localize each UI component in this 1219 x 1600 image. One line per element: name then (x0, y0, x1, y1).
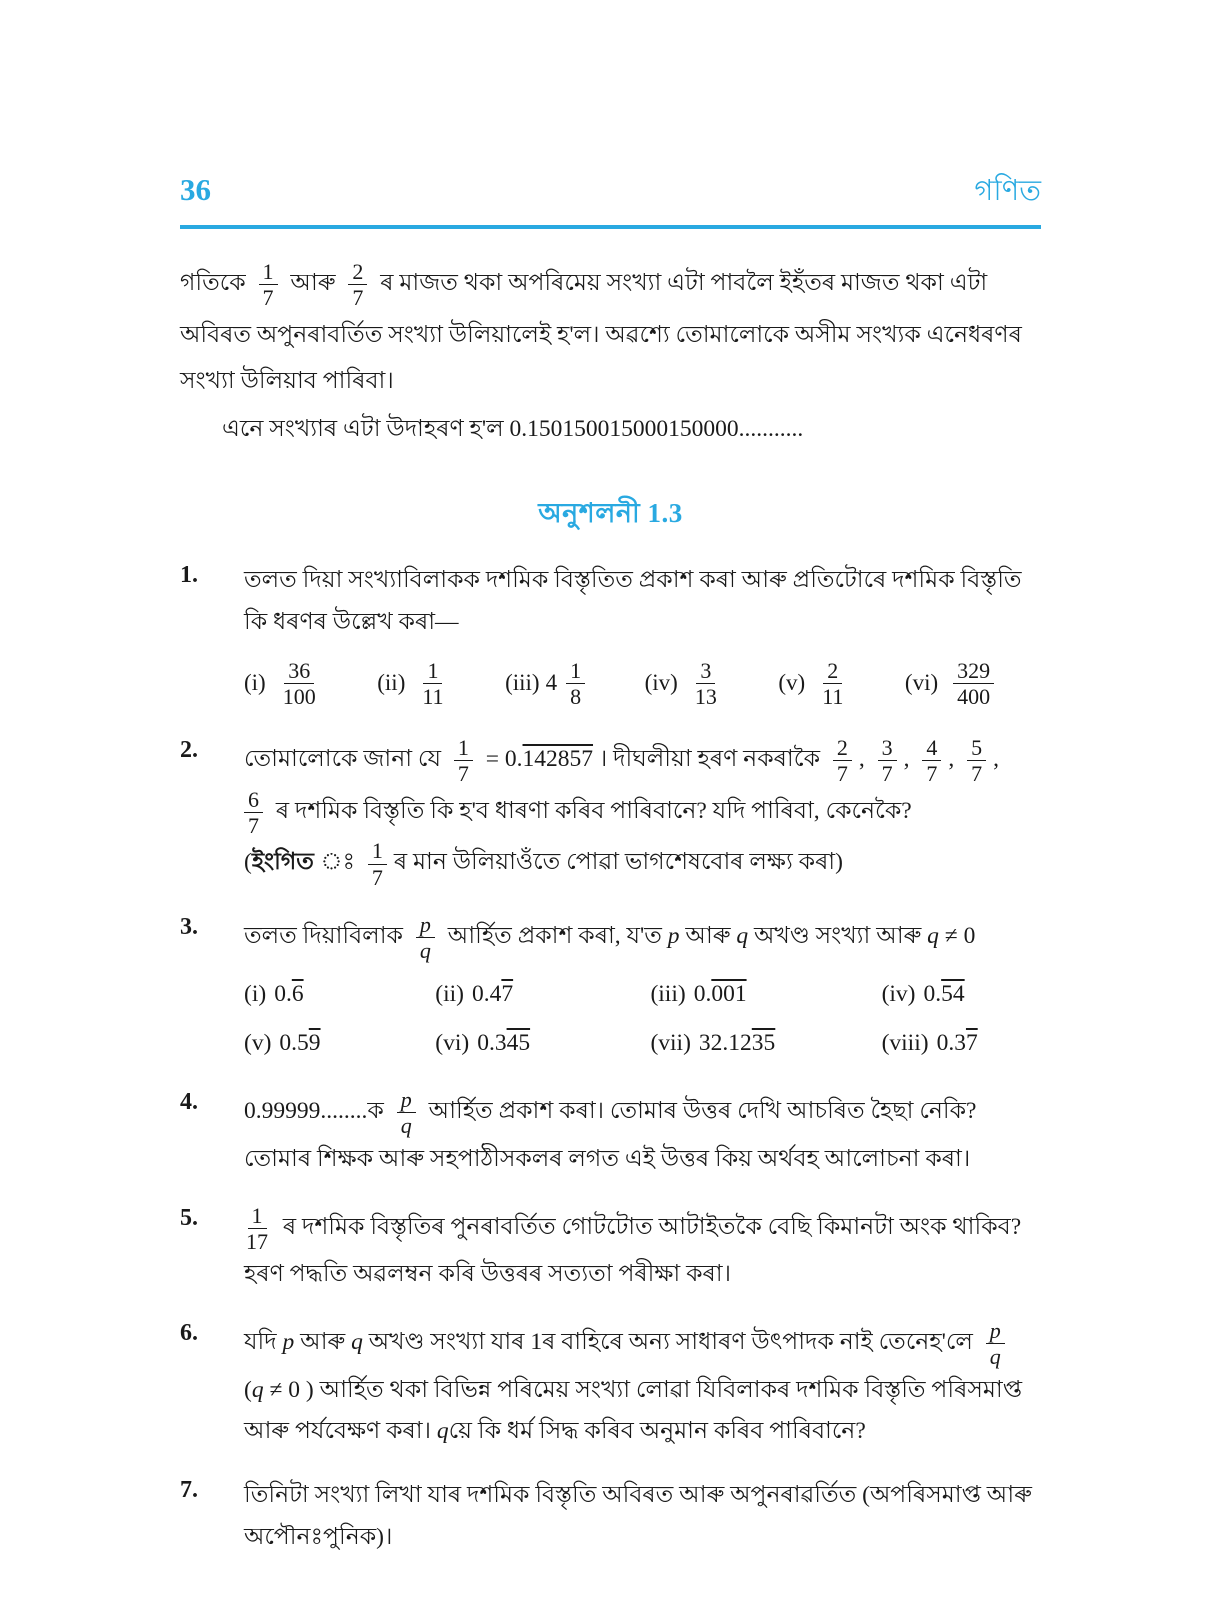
question-text: তলত দিয়া সংখ্যাবিলাকক দশমিক বিস্তৃতিত প্ৰকাশ কৰা আৰু প্ৰতিটোৰে দশমিক বিস্তৃতি (244, 566, 1022, 593)
question-6 (180, 1318, 1041, 1453)
fraction-denominator: 7 (971, 761, 983, 787)
question-text: আৰ্হিত থকা বিভিন্ন পৰিমেয় সংখ্যা লোৱা যিবিলাকৰ দশমিক বিস্তৃতি পৰিসমাপ্ত (319, 1376, 1023, 1403)
fraction-4-7 (922, 735, 941, 787)
fraction-3-7 (878, 735, 897, 787)
decimal-prefix: 0. (274, 980, 292, 1007)
repeating-digits: 7 (965, 1030, 978, 1057)
question-text: তোমালোকে জানা যে (244, 746, 441, 773)
fraction-numerator: 4 (922, 735, 941, 761)
fraction-numerator: p (397, 1087, 416, 1113)
fraction-denominator: 400 (957, 683, 991, 709)
item-label: (ii) (435, 980, 464, 1007)
question-number: 3. (180, 913, 198, 940)
fraction-1-17 (244, 1203, 270, 1255)
repeating-digits: 9 (308, 1030, 321, 1057)
option-i (244, 658, 325, 710)
item-label: (vii) (650, 1030, 691, 1057)
comma: , (948, 746, 955, 773)
option-iii (505, 658, 592, 710)
fraction-numerator: 6 (244, 787, 263, 813)
question-text: ৰ দশমিক বিস্তৃতি কি হ'ব ধাৰণা কৰিব পাৰিবানে? যদি পাৰিবা, কেনেকৈ? (275, 797, 912, 824)
repeating-digits: 142857 (522, 746, 594, 773)
question-body (244, 1087, 1041, 1180)
question-text: তলত দিয়াবিলাক (244, 923, 403, 950)
fraction-p-q (986, 1318, 1005, 1370)
comma: , (858, 746, 865, 773)
question-number: 2. (180, 737, 198, 764)
fraction-p-q (397, 1087, 416, 1139)
option-iv (882, 974, 1041, 1016)
intro-line-1 (180, 259, 1041, 311)
fraction-denominator: 100 (282, 683, 316, 709)
fraction-1-7 (259, 259, 278, 311)
whole-number: 4 (545, 669, 558, 695)
not-equal-zero: ≠ 0 (944, 923, 976, 950)
fraction-numerator: 36 (284, 658, 314, 684)
item-label: (i) (244, 669, 266, 695)
question-text-line-2: তোমাৰ শিক্ষক আৰু সহপাঠীসকলৰ লগত এই উত্তৰ কিয় অৰ্থবহ আলোচনা কৰা। (244, 1145, 971, 1172)
page-header (180, 168, 1041, 217)
item-label: (vi) (904, 669, 939, 695)
decimal-prefix: 0. (693, 980, 712, 1007)
fraction-numerator: 3 (878, 735, 897, 761)
fraction (820, 658, 845, 710)
question-number: 5. (180, 1204, 198, 1231)
fraction-numerator: p (416, 912, 435, 938)
option-iv (645, 658, 726, 710)
variable-p: p (282, 1329, 295, 1356)
intro-line-2: অবিৰত অপুনৰাবৰ্তিত সংখ্যা উলিয়ালেই হ'ল। অৱশ্যে তোমালোকে অসীম সংখ্যক এনেধৰণৰ (180, 321, 1022, 348)
fraction-denominator: 7 (262, 285, 274, 311)
fraction-numerator: 1 (566, 658, 585, 684)
decimal-prefix: 0.4 (471, 980, 502, 1007)
decimal-prefix: 0. (504, 746, 523, 773)
option-viii (882, 1023, 1041, 1065)
fraction-6-7 (244, 787, 263, 839)
question-text-line-1 (244, 1318, 1041, 1370)
variable-q: q (251, 1376, 264, 1403)
question-text-line-2: অপৌনঃপুনিক)। (244, 1524, 393, 1551)
option-i (244, 974, 435, 1016)
repeating-digits: 35 (751, 1030, 776, 1057)
comma: , (903, 746, 910, 773)
fraction (420, 658, 445, 710)
decimal-prefix: 0.3 (477, 1030, 507, 1057)
variable-q: q (351, 1329, 363, 1356)
exercise-title: অনুশলনী 1.3 (538, 497, 683, 528)
hint-label: ইংগিত (251, 849, 314, 876)
option-vi (905, 658, 1001, 710)
fraction-numerator: 2 (833, 735, 852, 761)
question-text: ৰ দশমিক বিস্তৃতিৰ পুনৰাবৰ্তিত গোটটোত আটাইতকৈ বেছি কিমানটা অংক থাকিব? (282, 1213, 1022, 1240)
decimal-options-grid (244, 974, 1041, 1066)
question-text-line-2 (244, 1370, 1041, 1412)
fraction-1-7 (368, 838, 387, 890)
subject-title: গণিত (974, 175, 1041, 207)
hint-text: ৰ মান উলিয়াওঁতে পোৱা ভাগশেষবোৰ লক্ষ্য কৰা) (393, 849, 843, 876)
fraction-numerator: 1 (423, 658, 442, 684)
fraction-numerator: 3 (696, 658, 715, 684)
fraction-denominator: 11 (422, 683, 444, 709)
fraction-denominator: 7 (248, 813, 259, 839)
question-number: 6. (180, 1320, 198, 1346)
equals-sign: = (485, 746, 500, 773)
question-7 (180, 1475, 1041, 1559)
question-number: 7. (180, 1477, 198, 1504)
fraction-denominator: 17 (246, 1228, 268, 1254)
question-5 (180, 1203, 1041, 1296)
page-number: 36 (180, 172, 211, 207)
question-text: আৰু (685, 923, 731, 950)
fraction-denominator: q (419, 938, 431, 964)
decimal-prefix: 0.5 (279, 1030, 309, 1057)
fraction-denominator: 7 (926, 761, 938, 787)
repeating-digits: 6 (291, 980, 304, 1007)
question-text-line-1: তিনিটা সংখ্যা লিখা যাৰ দশমিক বিস্তৃতি অবিৰত আৰু অপুনৰাৱৰ্তিত (অপৰিসমাপ্ত আৰু (244, 1482, 1032, 1509)
option-ii (377, 658, 452, 710)
question-body (244, 1475, 1041, 1559)
question-text: অখণ্ড সংখ্যা আৰু (754, 923, 922, 950)
fraction-denominator: 13 (694, 683, 717, 709)
question-text: 0.99999........ক (244, 1098, 384, 1125)
fraction-denominator: q (989, 1344, 1001, 1370)
item-label: (ii) (377, 669, 406, 695)
question-1 (180, 560, 1041, 713)
item-label: (vi) (435, 1030, 470, 1057)
option-v (778, 658, 852, 710)
fraction-2-7 (833, 735, 852, 787)
question-number: 1. (180, 561, 198, 588)
fraction-denominator: 7 (457, 761, 469, 787)
question-3 (180, 912, 1041, 1065)
decimal-prefix: 32.12 (698, 1030, 752, 1057)
fraction-numerator: 1 (454, 735, 473, 761)
fraction-numerator: 2 (823, 658, 842, 684)
question-number: 4. (180, 1089, 198, 1116)
fraction-numerator: 1 (248, 1203, 267, 1229)
question-body (244, 912, 1041, 1065)
question-text: যদি (244, 1329, 277, 1356)
question-text: কি ধৰণৰ উল্লেখ কৰা— (244, 608, 459, 635)
intro-text: গতিকে (180, 270, 246, 297)
option-v (244, 1023, 435, 1065)
option-vii (650, 1023, 881, 1065)
fraction (281, 658, 318, 710)
fraction (693, 658, 719, 710)
question-text-line-1 (244, 1087, 1041, 1139)
fraction-denominator: 7 (881, 761, 893, 787)
open-paren: ( (244, 1376, 252, 1403)
question-text-line-1 (244, 735, 1041, 787)
question-text-line-1 (244, 1203, 1041, 1255)
item-label: (v) (778, 669, 806, 695)
fraction-numerator: 5 (967, 735, 986, 761)
fraction-p-q (416, 912, 435, 964)
item-label: (iv) (881, 980, 916, 1007)
question-body (244, 735, 1041, 890)
fraction (953, 658, 994, 710)
question-2 (180, 735, 1041, 890)
fraction-numerator: p (986, 1318, 1005, 1344)
not-equal-zero: ≠ 0 ) (269, 1376, 314, 1403)
option-ii (435, 974, 650, 1016)
question-text: আৰু পৰ্যবেক্ষণ কৰা। (244, 1418, 432, 1445)
item-label: (iii) (650, 980, 686, 1007)
example-line: এনে সংখ্যাৰ এটা উদাহৰণ হ'ল 0.150150015000150000........... (222, 415, 804, 442)
question-4 (180, 1087, 1041, 1180)
fraction-denominator: q (400, 1113, 412, 1139)
fraction-denominator: 7 (836, 761, 848, 787)
item-label: (iv) (644, 669, 678, 695)
variable-q: q (436, 1418, 449, 1445)
fraction-numerator: 329 (953, 658, 994, 684)
variable-q: q (736, 923, 749, 950)
fraction (566, 658, 585, 710)
decimal-prefix: 0.3 (936, 1030, 966, 1057)
header-rule (180, 225, 1041, 229)
hint-line (244, 838, 1041, 890)
question-text: আৰ্হিত প্ৰকাশ কৰা, য'ত (447, 923, 662, 950)
question-text: । দীঘলীয়া হৰণ নকৰাকৈ (598, 746, 821, 773)
question-text-line-3 (244, 1411, 1041, 1453)
question-text: আৰ্হিত প্ৰকাশ কৰা। তোমাৰ উত্তৰ দেখি আচৰিত হৈছা নেকি? (428, 1098, 977, 1125)
fraction-1-7 (454, 735, 473, 787)
recurring-decimal (505, 746, 593, 772)
open-paren: ( (244, 849, 252, 876)
fraction-5-7 (967, 735, 986, 787)
intro-text: ৰ মাজত থকা অপৰিমেয় সংখ্যা এটা পাবলৈ ইহঁতৰ মাজত থকা এটা (380, 270, 988, 297)
item-label: (v) (244, 1030, 272, 1057)
question-text: য়ে কি ধৰ্ম সিদ্ধ কৰিব অনুমান কৰিব পাৰিবানে? (448, 1418, 866, 1445)
repeating-digits: 45 (506, 1030, 531, 1057)
variable-p: p (667, 923, 680, 950)
fraction-denominator: 8 (570, 683, 582, 709)
question-text-line-2: হৰণ পদ্ধতি অৱলম্বন কৰি উত্তৰৰ সত্যতা পৰীক্ষা কৰা। (244, 1261, 731, 1288)
decimal-prefix: 0. (923, 980, 942, 1007)
question-body (244, 560, 1041, 713)
fraction-numerator: 1 (259, 259, 278, 285)
fraction-denominator: 7 (352, 285, 364, 311)
question-body (244, 1318, 1041, 1453)
fraction-denominator: 11 (822, 683, 844, 709)
question-text: আৰু (300, 1329, 346, 1356)
intro-text: আৰু (290, 270, 336, 297)
item-label: (iii) (505, 669, 540, 695)
question-text-line-1 (244, 912, 1041, 964)
fraction-numerator: 1 (368, 838, 387, 864)
question-text: অখণ্ড সংখ্যা যাৰ 1ৰ বাহিৰে অন্য সাধাৰণ উৎপাদক নাই তেনেহ'লে (368, 1329, 973, 1356)
intro-paragraph (180, 259, 1041, 404)
repeating-digits: 7 (501, 980, 514, 1007)
question-text-line-2 (244, 787, 1041, 839)
option-iii (650, 974, 881, 1016)
fraction-denominator: 7 (371, 864, 383, 890)
repeating-digits: 001 (711, 980, 747, 1007)
repeating-digits: 54 (941, 980, 965, 1007)
option-vi (435, 1023, 650, 1065)
item-label: (i) (244, 980, 267, 1007)
fraction-2-7 (348, 259, 367, 311)
item-label: (viii) (881, 1030, 929, 1057)
fraction-options-row (244, 658, 1001, 710)
comma: , (993, 746, 1000, 773)
intro-line-3: সংখ্যা উলিয়াব পাৰিবা। (180, 368, 394, 395)
variable-q: q (927, 923, 939, 950)
fraction-numerator: 2 (348, 259, 367, 285)
question-body (244, 1203, 1041, 1296)
